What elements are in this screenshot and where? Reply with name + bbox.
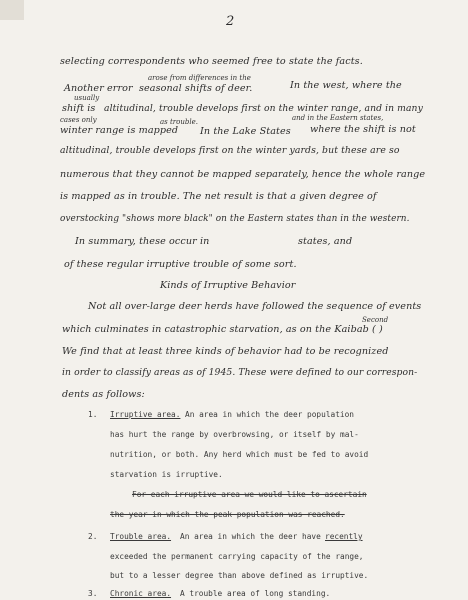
section-heading: Kinds of Irruptive Behavior — [160, 280, 296, 291]
typed-underlined-word: recently — [325, 532, 363, 541]
page-number: 2 — [226, 14, 235, 29]
list-term: Trouble area. — [110, 532, 172, 541]
typed-line: An area in which the deer have — [180, 532, 321, 541]
handwritten-line: shift is — [62, 103, 96, 114]
list-number: 1. — [88, 410, 98, 419]
handwritten-line: of these regular irruptive trouble of some sort. — [64, 259, 297, 270]
handwritten-line: We find that at least three kinds of behavior had to be recognized — [62, 346, 389, 357]
handwritten-line: states, and — [298, 236, 353, 247]
handwritten-line: is mapped as in trouble. The net result is that a given degree of — [60, 191, 377, 202]
handwritten-insertion: usually — [74, 94, 100, 102]
handwritten-insertion: cases only — [60, 116, 97, 124]
handwritten-line: Not all over-large deer herds have followed the sequence of events — [88, 301, 422, 312]
handwritten-line: in order to classify areas as of 1945. These were defined to our correspon- — [62, 367, 418, 378]
handwritten-insertion: and in the Eastern states, — [292, 114, 384, 122]
handwritten-line: numerous that they cannot be mapped separately, hence the whole range — [60, 169, 426, 180]
handwritten-line: Another error — [64, 83, 133, 94]
handwritten-line: In summary, these occur in — [75, 236, 210, 247]
handwritten-line: which culminates in catastrophic starvation, as on the Kaibab ( ) — [62, 324, 383, 335]
corner-stain — [0, 0, 24, 20]
struck-line: the year in which the peak population was reached. — [110, 510, 345, 519]
typed-line: exceeded the permanent carrying capacity of the range, — [110, 552, 364, 561]
handwritten-line: In the west, where the — [290, 80, 402, 91]
handwritten-line: overstocking "shows more black" on the Eastern states than in the western. — [60, 214, 410, 224]
handwritten-line: altitudinal, trouble develops first on the winter range, and in many — [104, 103, 423, 114]
list-term: Irruptive area. — [110, 410, 181, 419]
typed-line: An area in which the deer population — [185, 410, 354, 419]
list-term: Chronic area. — [110, 589, 172, 598]
handwritten-insertion: as trouble. — [160, 118, 198, 126]
handwritten-line: selecting correspondents who seemed free to state the facts. — [60, 56, 363, 67]
handwritten-line: seasonal shifts of deer. — [139, 83, 253, 94]
list-number: 3. — [88, 589, 98, 598]
handwritten-line: dents as follows: — [62, 389, 145, 400]
handwritten-line: altitudinal, trouble develops first on the winter yards, but these are so — [60, 145, 400, 156]
typed-line: starvation is irruptive. — [110, 470, 223, 479]
typed-line: but to a lesser degree than above defined as irruptive. — [110, 571, 369, 580]
handwritten-line: where the shift is not — [310, 124, 416, 135]
typed-line: has hurt the range by overbrowsing, or itself by mal- — [110, 430, 359, 439]
handwritten-line: winter range is mapped — [60, 125, 179, 136]
handwritten-line: In the Lake States — [200, 126, 291, 137]
typed-line: nutrition, or both. Any herd which must be fed to avoid — [110, 450, 369, 459]
handwritten-insertion: arose from differences in the — [148, 74, 251, 82]
handwritten-insertion: Second — [362, 316, 389, 324]
typed-line: A trouble area of long standing. — [180, 589, 331, 598]
list-number: 2. — [88, 532, 98, 541]
struck-line: For each irruptive area we would like to ascertain — [132, 490, 367, 499]
